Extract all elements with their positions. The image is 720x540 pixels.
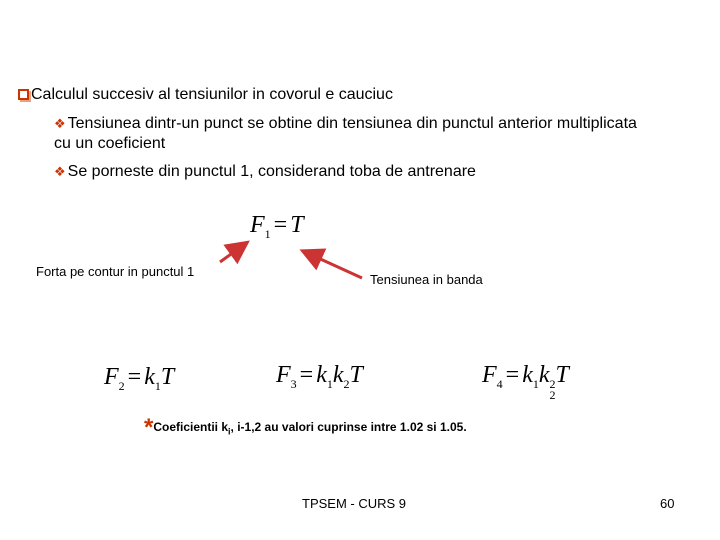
eq-f3-equals: = [299, 362, 314, 388]
footnote-star: * [144, 414, 154, 441]
main-bullet-text: Calculul succesiv al tensiunilor in covorul e cauciuc [31, 86, 393, 103]
eq-f2-t: T [160, 364, 175, 390]
label-tensiunea: Tensiunea in banda [370, 272, 483, 287]
eq-f4-k2-sub: 2 [549, 388, 556, 402]
equation-f2 [104, 364, 174, 394]
eq-f4-k2-sup: 2 [549, 377, 556, 391]
page-number: 60 [660, 496, 675, 511]
eq-f1-sub: 1 [264, 226, 271, 241]
sub-bullet-1-line1: Tensiunea dintr-un punct se obtine din tensiunea din punctul anterior multiplicata [67, 115, 637, 132]
eq-f4-sub: 4 [496, 376, 503, 391]
diamond-bullet-icon: ❖ [54, 116, 66, 131]
sub-bullet-2-text: Se porneste din punctul 1, considerand toba de antrenare [67, 163, 476, 180]
eq-f3-k1: k [316, 362, 327, 388]
eq-f4-k1: k [522, 362, 533, 388]
equation-f3 [276, 362, 363, 392]
eq-f4-k2: k [538, 362, 550, 388]
sub-bullet-1-line2: cu un coeficient [54, 135, 166, 152]
footnote [144, 414, 467, 442]
eq-f1-lhs: F [250, 212, 265, 238]
arrow-left [220, 244, 245, 262]
eq-f3-sub: 3 [290, 376, 297, 391]
eq-f3-lhs: F [276, 362, 291, 388]
eq-f3-k2: k [332, 362, 344, 388]
eq-f4-t: T [555, 362, 569, 388]
footnote-post: , i-1,2 au valori cuprinse intre 1.02 si 1.05. [230, 420, 467, 434]
equation-f4 [482, 362, 569, 401]
eq-f4-equals: = [505, 362, 520, 388]
eq-f3-t: T [349, 362, 363, 388]
eq-f2-sub: 2 [118, 378, 125, 393]
eq-f2-k: k [144, 364, 155, 390]
footnote-sub: i [228, 426, 231, 437]
label-forta: Forta pe contur in punctul 1 [36, 264, 195, 279]
eq-f2-k-sub: 1 [154, 378, 161, 393]
eq-f1-equals: = [273, 212, 288, 238]
diamond-bullet-icon: ❖ [54, 164, 66, 179]
footnote-pre: Coeficientii k [153, 420, 229, 434]
eq-f4-lhs: F [482, 362, 497, 388]
eq-f3-k2-sub: 2 [343, 376, 350, 391]
eq-f2-equals: = [127, 364, 142, 390]
eq-f4-k1-sub: 1 [532, 376, 539, 391]
arrow-right [305, 252, 362, 278]
eq-f3-k1-sub: 1 [326, 376, 333, 391]
eq-f1-rhs: T [290, 212, 304, 238]
eq-f2-lhs: F [104, 364, 119, 390]
footer-title: TPSEM - CURS 9 [302, 496, 407, 511]
